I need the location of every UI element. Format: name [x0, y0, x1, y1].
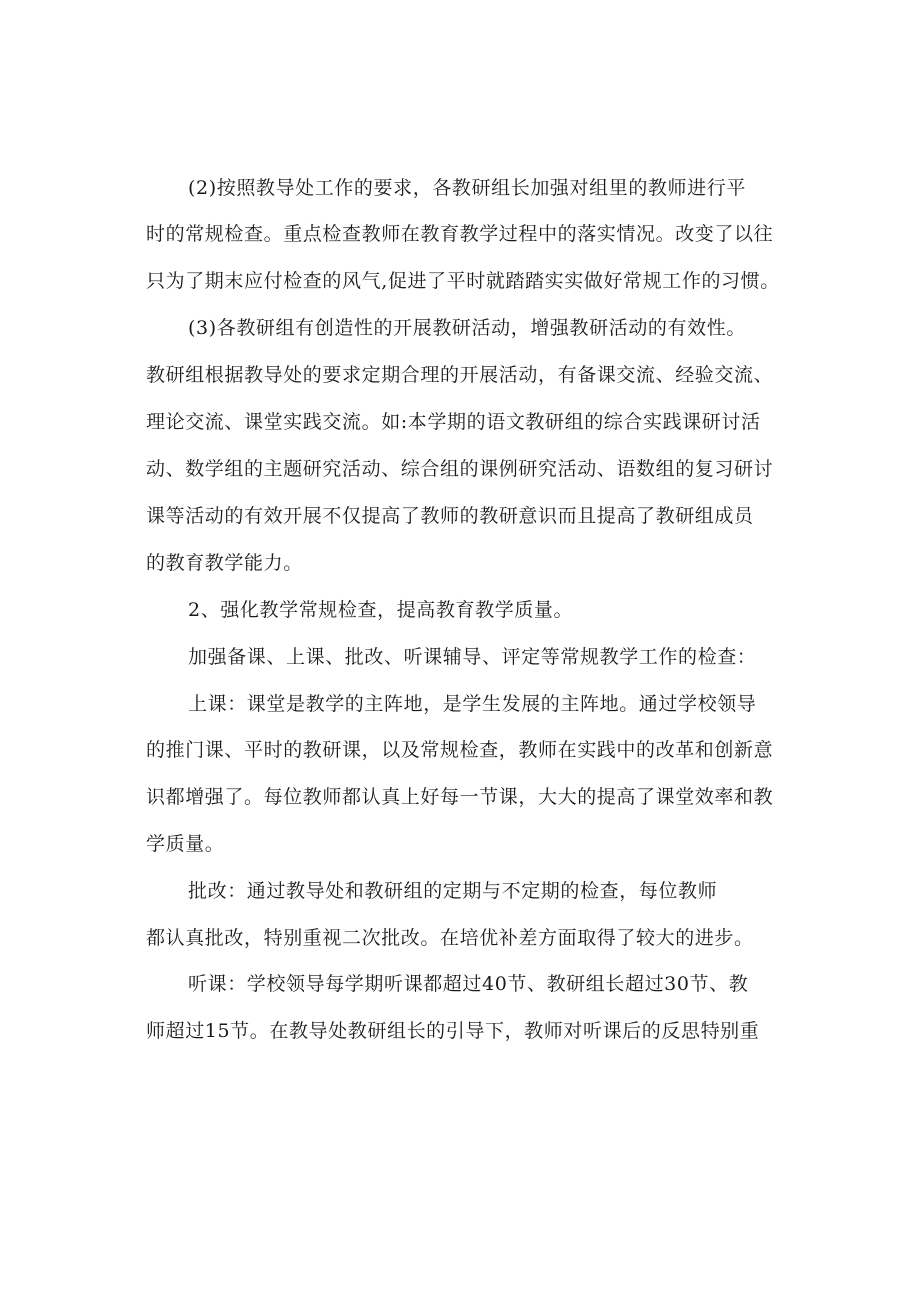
paragraph-line: 理论交流、课堂实践交流。如:本学期的语文教研组的综合实践课研讨活	[146, 411, 761, 433]
paragraph-line: 师超过15节。在教导处教研组长的引导下，教师对听课后的反思特别重	[146, 1020, 760, 1042]
paragraph-line: 批改：通过教导处和教研组的定期与不定期的检查，每位教师	[188, 880, 718, 902]
paragraph-line: 课等活动的有效开展不仅提高了教师的教研意识而且提高了教研组成员	[146, 505, 754, 527]
paragraph-line: (3)各教研组有创造性的开展教研活动，增强教研活动的有效性。	[188, 317, 746, 339]
paragraph-line: 上课：课堂是教学的主阵地，是学生发展的主阵地。通过学校领导	[188, 693, 757, 715]
paragraph-line: (2)按照教导处工作的要求，各教研组长加强对组里的教师进行平	[188, 177, 746, 199]
paragraph-line: 动、数学组的主题研究活动、综合组的课例研究活动、语数组的复习研讨	[146, 458, 774, 480]
section-heading: 2、强化教学常规检查，提高教育教学质量。	[188, 599, 574, 621]
paragraph-line: 识都增强了。每位教师都认真上好每一节课，大大的提高了课堂效率和教	[146, 786, 774, 808]
paragraph-line: 只为了期末应付检查的风气,促进了平时就踏踏实实做好常规工作的习惯。	[146, 270, 780, 292]
paragraph-line: 时的常规检查。重点检查教师在教育教学过程中的落实情况。改变了以往	[146, 223, 774, 245]
paragraph-line: 学质量。	[146, 833, 225, 855]
paragraph-line: 教研组根据教导处的要求定期合理的开展活动，有备课交流、经验交流、	[146, 364, 774, 386]
paragraph-line: 的教育教学能力。	[146, 552, 303, 574]
paragraph-line: 的推门课、平时的教研课，以及常规检查，教师在实践中的改革和创新意	[146, 739, 774, 761]
paragraph-line: 加强备课、上课、批改、听课辅导、评定等常规教学工作的检查：	[188, 646, 757, 668]
paragraph-line: 都认真批改，特别重视二次批改。在培优补差方面取得了较大的进步。	[146, 927, 754, 949]
paragraph-line: 听课：学校领导每学期听课都超过40节、教研组长超过30节、教	[188, 973, 749, 995]
